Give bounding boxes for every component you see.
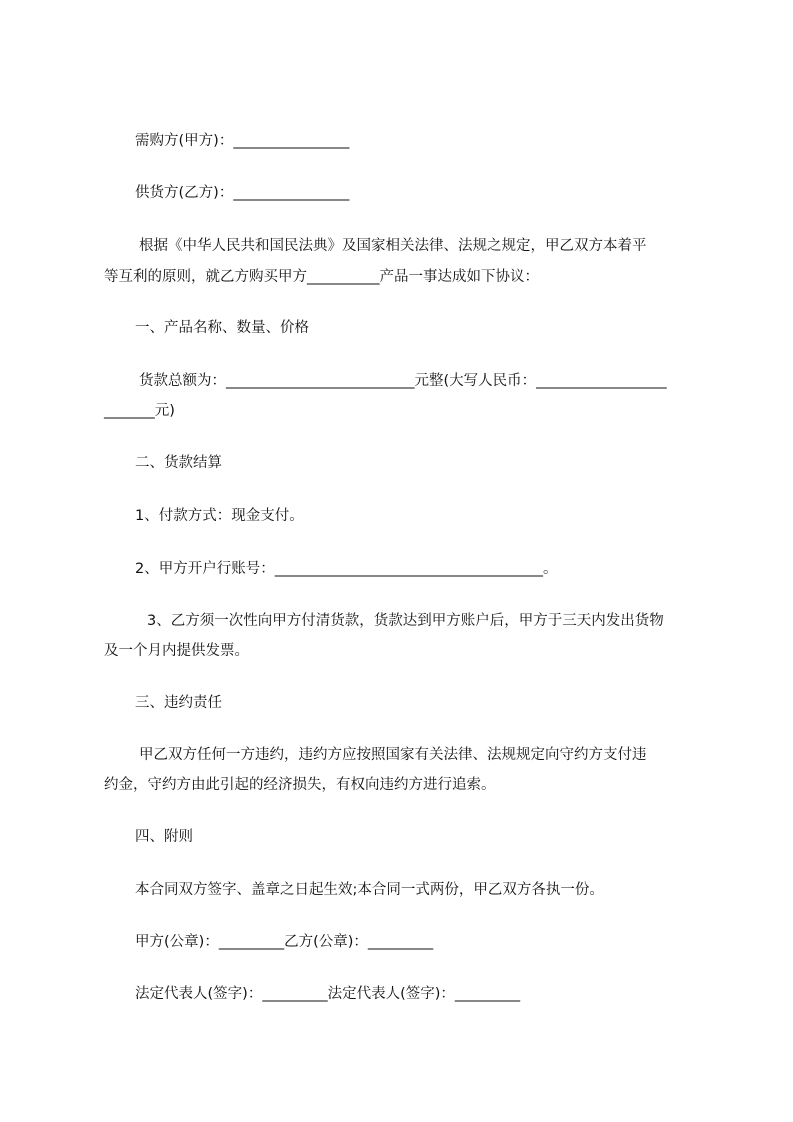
signature-line: 法定代表人(签字)：_________法定代表人(签字)：_________	[135, 986, 521, 1002]
section-2-heading: 二、货款结算	[135, 455, 222, 471]
breach-line-2: 约金，守约方由此引起的经济损失，有权向违约方进行追索。	[104, 777, 496, 793]
payment-method-line: 1、付款方式：现金支付。	[135, 508, 304, 524]
section-4-heading: 四、附则	[135, 829, 193, 845]
intro-line-1: 根据《中华人民共和国民法典》及国家相关法律、法规之规定，甲乙双方本着平	[139, 238, 647, 254]
intro-line-2: 等互利的原则，就乙方购买甲方__________产品一事达成如下协议：	[104, 269, 539, 285]
delivery-line-1: 3、乙方须一次性向甲方付清货款，货款达到甲方账户后，甲方于三天内发出货物	[147, 613, 664, 629]
section-1-heading: 一、产品名称、数量、价格	[135, 320, 309, 336]
seal-line: 甲方(公章)：_________乙方(公章)：_________	[135, 934, 434, 950]
amount-line-2: _______元)	[104, 403, 175, 419]
supplier-line: 供货方(乙方)：________________	[135, 185, 350, 201]
effect-line: 本合同双方签字、盖章之日起生效;本合同一式两份，甲乙双方各执一份。	[135, 882, 604, 898]
amount-line-1: 货款总额为：__________________________元整(大写人民币：__________________	[139, 373, 667, 389]
section-3-heading: 三、违约责任	[135, 695, 222, 711]
account-line: 2、甲方开户行账号：_____________________________________。	[135, 561, 558, 577]
delivery-line-2: 及一个月内提供发票。	[104, 643, 249, 659]
buyer-line: 需购方(甲方)：________________	[135, 133, 350, 149]
breach-line-1: 甲乙双方任何一方违约，违约方应按照国家有关法律、法规规定向守约方支付违	[139, 747, 647, 763]
